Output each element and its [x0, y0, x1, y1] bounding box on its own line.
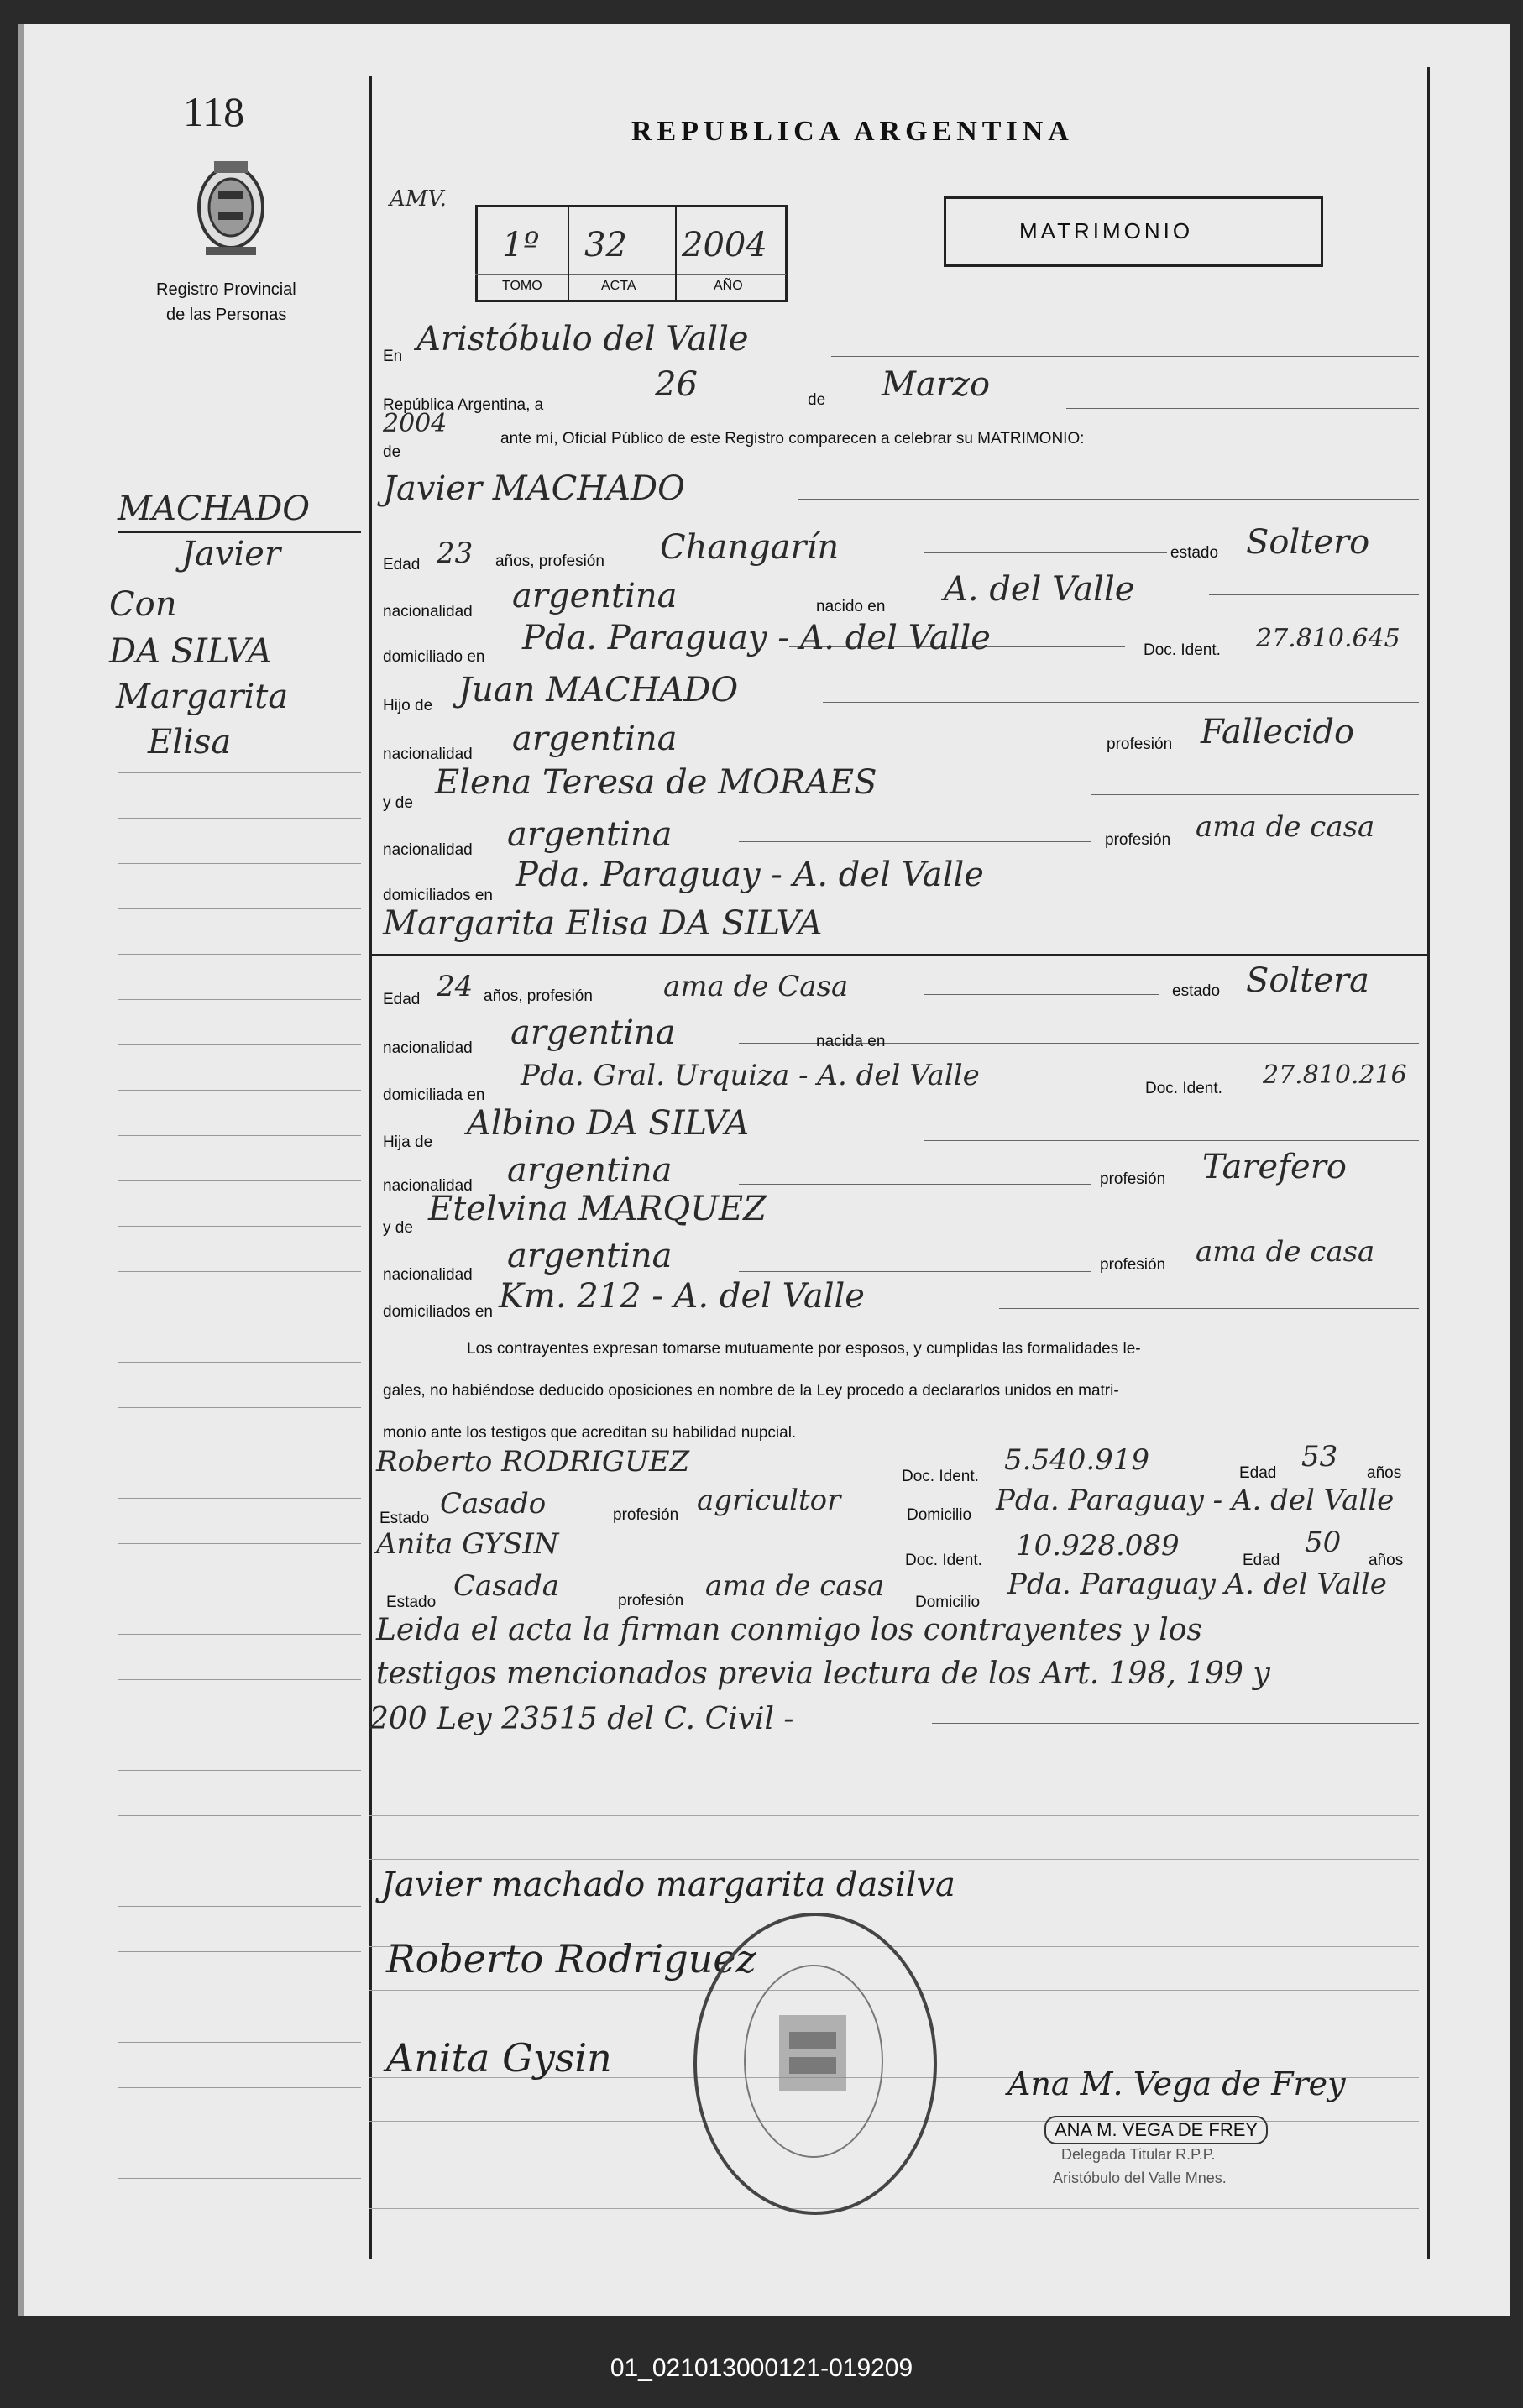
bride-nationality: argentina	[510, 1013, 676, 1052]
groom-nationality: argentina	[512, 577, 678, 615]
groom-mother-nac-label: nacionalidad	[383, 841, 473, 859]
ano-value: 2004	[682, 226, 767, 264]
fill-rule-line	[831, 356, 1419, 357]
bride-father-nac-label: nacionalidad	[383, 1177, 473, 1195]
witness2-anos-label: años	[1369, 1552, 1404, 1569]
fill-rule-line	[924, 1140, 1419, 1141]
tomo-value: 1º	[502, 226, 540, 264]
margin-rule-line	[118, 2042, 361, 2043]
margin-name-rule	[118, 531, 361, 533]
witness2-doc: 10.928.089	[1016, 1529, 1180, 1563]
bride-nacida-label: nacida en	[816, 1033, 886, 1050]
bride-age: 24	[437, 970, 474, 1003]
witness2-edad-label: Edad	[1243, 1552, 1280, 1569]
witness2-age: 50	[1305, 1526, 1342, 1559]
en-label: En	[383, 348, 403, 365]
witness2-estado-label: Estado	[386, 1594, 437, 1611]
bride-anos-prof-label: años, profesión	[484, 987, 593, 1005]
bride-profession: ama de Casa	[663, 970, 849, 1003]
witness1-prof-label: profesión	[613, 1506, 679, 1524]
witness1-address: Pda. Paraguay - A. del Valle	[996, 1484, 1395, 1517]
bride-prof2-label: profesión	[1100, 1256, 1166, 1274]
margin-rule-line	[118, 863, 361, 864]
margin-rule-line	[118, 1180, 361, 1181]
witness1-doc: 5.540.919	[1004, 1443, 1150, 1477]
margin-rule-line	[118, 1090, 361, 1091]
witness2-prof-label: profesión	[618, 1592, 684, 1610]
groom-father-nationality: argentina	[512, 720, 678, 758]
groom-hijo-label: Hijo de	[383, 697, 433, 715]
groom-edad-label: Edad	[383, 556, 421, 573]
margin-note-line6: Elisa	[148, 723, 232, 762]
groom-father-nac-label: nacionalidad	[383, 746, 473, 763]
right-margin-rule	[1427, 67, 1430, 2259]
republic-label: República Argentina, a	[383, 396, 544, 414]
witness1-age: 53	[1301, 1440, 1338, 1474]
bride-mother-nac-label: nacionalidad	[383, 1266, 473, 1284]
record-number-sep2	[675, 205, 677, 301]
margin-rule-line	[118, 999, 361, 1000]
groom-nacido-label: nacido en	[816, 598, 886, 615]
groom-prof-label: profesión	[1107, 735, 1173, 753]
witness2-doc-label: Doc. Ident.	[905, 1552, 982, 1569]
margin-rule-line	[118, 2087, 361, 2088]
groom-parents-address: Pda. Paraguay - A. del Valle	[516, 856, 984, 894]
declaration-line1: Los contrayentes expresan tomarse mutuamente por esposos, y cumplidas las formalidades le-	[467, 1340, 1141, 1358]
officer-place: Aristóbulo del Valle Mnes.	[1053, 2170, 1227, 2186]
record-number-sep1	[568, 205, 569, 301]
day: 26	[655, 365, 698, 404]
coat-of-arms-icon	[189, 144, 273, 262]
bride-father-profession: Tarefero	[1202, 1148, 1347, 1186]
document-type: MATRIMONIO	[1019, 218, 1194, 243]
fill-rule-line	[739, 1184, 1091, 1185]
fill-rule-line	[739, 841, 1091, 842]
margin-rule-line	[118, 818, 361, 819]
margin-rule-line	[118, 1770, 361, 1771]
country-title: REPUBLICA ARGENTINA	[631, 116, 1074, 147]
groom-profession: Changarín	[660, 528, 840, 567]
fill-rule-line	[798, 499, 1419, 500]
witness2-address: Pda. Paraguay A. del Valle	[1007, 1568, 1387, 1601]
bride-status: Soltera	[1246, 961, 1369, 1000]
groom-prof2-label: profesión	[1105, 831, 1171, 849]
groom-father: Juan MACHADO	[458, 671, 739, 709]
tomo-label: TOMO	[502, 279, 542, 293]
page-number: 118	[183, 88, 245, 135]
acta-label: ACTA	[601, 279, 636, 293]
margin-rule-line	[118, 1543, 361, 1544]
bride-doms-label: domiciliados en	[383, 1303, 493, 1321]
witness1-dom-label: Domicilio	[907, 1506, 972, 1524]
margin-rule-line	[118, 1226, 361, 1227]
witness2-profession: ama de casa	[705, 1569, 885, 1603]
acta-value: 32	[584, 226, 627, 264]
record-number-divider	[475, 274, 786, 275]
bride-parents-address: Km. 212 - A. del Valle	[499, 1277, 865, 1316]
declaration-line2: gales, no habiéndose deducido oposiciones en nombre de la Ley procedo a declararlos unidos en matri-	[383, 1382, 1119, 1400]
initials: AMV.	[390, 186, 447, 212]
bride-mother-nationality: argentina	[507, 1237, 673, 1275]
margin-rule-line	[118, 772, 361, 773]
groom-father-profession: Fallecido	[1201, 713, 1355, 751]
bride-father-nationality: argentina	[507, 1151, 673, 1190]
declaration-line3: monio ante los testigos que acreditan su habilidad nupcial.	[383, 1424, 797, 1442]
witness2-name: Anita GYSIN	[376, 1527, 559, 1561]
margin-rule-line	[118, 1906, 361, 1907]
fill-rule-line	[739, 1271, 1091, 1272]
couple-signature: Javier machado margarita dasilva	[381, 1866, 955, 1904]
bride-yde-label: y de	[383, 1219, 413, 1237]
witness1-profession: agricultor	[697, 1484, 841, 1517]
de-label: de	[808, 391, 826, 409]
witness2-dom-label: Domicilio	[915, 1594, 981, 1611]
groom-yde-label: y de	[383, 794, 413, 812]
margin-note-line2: Javier	[181, 535, 281, 573]
month: Marzo	[882, 365, 991, 404]
fill-rule-line	[1091, 794, 1419, 795]
fill-rule-line	[940, 1043, 1419, 1044]
witness2-signature: Anita Gysin	[386, 2035, 612, 2081]
margin-rule-line	[118, 1951, 361, 1952]
groom-birthplace: A. del Valle	[944, 570, 1135, 609]
margin-note-line3: Con	[109, 585, 177, 624]
groom-doc: 27.810.645	[1256, 624, 1400, 653]
bride-mother-profession: ama de casa	[1196, 1235, 1375, 1269]
groom-dom-label: domiciliado en	[383, 648, 485, 666]
fill-rule-line	[823, 702, 1419, 703]
margin-rule-line	[118, 1815, 361, 1816]
margin-rule-line	[118, 1135, 361, 1136]
groom-anos-prof-label: años, profesión	[495, 552, 604, 570]
bride-separator-rule	[369, 954, 1427, 956]
margin-rule-line	[118, 1634, 361, 1635]
groom-doc-label: Doc. Ident.	[1144, 641, 1221, 659]
left-margin-rule	[369, 76, 372, 2259]
witness2-status: Casada	[453, 1569, 560, 1603]
closing-line1: Leida el acta la firman conmigo los contrayentes y los	[376, 1613, 1202, 1647]
fill-rule-line	[924, 552, 1167, 553]
margin-note-line5: Margarita	[116, 678, 289, 716]
witness1-doc-label: Doc. Ident.	[902, 1468, 979, 1485]
witness1-estado-label: Estado	[379, 1510, 430, 1527]
closing-line2: testigos mencionados previa lectura de los Art. 198, 199 y	[376, 1657, 1270, 1691]
witness1-name: Roberto RODRIGUEZ	[376, 1445, 690, 1479]
groom-address: Pda. Paraguay - A. del Valle	[522, 619, 991, 657]
margin-rule-line	[118, 908, 361, 909]
groom-age: 23	[437, 537, 474, 570]
closing-line3: 200 Ley 23515 del C. Civil -	[369, 1702, 794, 1736]
margin-rule-line	[118, 1498, 361, 1499]
groom-estado-label: estado	[1170, 544, 1219, 562]
witness1-anos-label: años	[1367, 1464, 1402, 1482]
witness1-edad-label: Edad	[1239, 1464, 1277, 1482]
margin-rule-line	[118, 1362, 361, 1363]
body-rule-line	[369, 1859, 1419, 1860]
city: Aristóbulo del Valle	[416, 320, 749, 359]
margin-note-line1: MACHADO	[118, 489, 311, 528]
fill-rule-line	[924, 994, 1159, 995]
officer-title: Delegada Titular R.P.P.	[1061, 2146, 1216, 2163]
body-rule-line	[369, 1815, 1419, 1816]
fill-rule-line	[1066, 408, 1419, 409]
groom-name: Javier MACHADO	[383, 469, 685, 508]
margin-note-line4: DA SILVA	[109, 632, 272, 671]
intro-text: ante mí, Oficial Público de este Registro comparecen a celebrar su MATRIMONIO:	[500, 430, 1085, 448]
margin-rule-line	[118, 954, 361, 955]
bride-hija-label: Hija de	[383, 1133, 433, 1151]
bride-name: Margarita Elisa DA SILVA	[383, 904, 823, 943]
bride-prof-label: profesión	[1100, 1170, 1166, 1188]
margin-rule-line	[118, 1044, 361, 1045]
fill-rule-line	[999, 1308, 1419, 1309]
groom-mother-nationality: argentina	[507, 815, 673, 854]
bride-address: Pda. Gral. Urquiza - A. del Valle	[521, 1059, 980, 1092]
groom-doms-label: domiciliados en	[383, 887, 493, 904]
registry-line1: Registro Provincial	[156, 280, 296, 299]
body-rule-line	[369, 2208, 1419, 2209]
bride-mother: Etelvina MARQUEZ	[428, 1190, 767, 1228]
de2-label: de	[383, 443, 401, 461]
bride-doc-label: Doc. Ident.	[1145, 1080, 1222, 1097]
groom-nac-label: nacionalidad	[383, 603, 473, 620]
witness1-signature: Roberto Rodriguez	[386, 1936, 756, 1981]
groom-status: Soltero	[1246, 523, 1370, 562]
officer-stamp-name: ANA M. VEGA DE FREY	[1044, 2116, 1268, 2144]
fill-rule-line	[1209, 594, 1419, 595]
bride-doc: 27.810.216	[1263, 1060, 1407, 1090]
bride-dom-label: domiciliada en	[383, 1086, 485, 1104]
witness1-status: Casado	[440, 1487, 547, 1521]
margin-rule-line	[118, 1679, 361, 1680]
margin-rule-line	[118, 1407, 361, 1408]
bride-father: Albino DA SILVA	[467, 1104, 750, 1143]
year: 2004	[383, 409, 447, 438]
ano-label: AÑO	[714, 279, 743, 293]
officer-signature: Ana M. Vega de Frey	[1007, 2065, 1346, 2102]
bride-edad-label: Edad	[383, 991, 421, 1008]
seal-emblem-icon	[772, 1998, 853, 2107]
registry-line2: de las Personas	[166, 306, 287, 324]
groom-mother-profession: ama de casa	[1196, 810, 1375, 844]
margin-rule-line	[118, 1271, 361, 1272]
groom-mother: Elena Teresa de MORAES	[435, 763, 877, 802]
margin-rule-line	[118, 2178, 361, 2179]
bride-nac-label: nacionalidad	[383, 1039, 473, 1057]
fill-rule-line	[932, 1723, 1419, 1724]
bride-estado-label: estado	[1172, 982, 1221, 1000]
footer-code: 01_021013000121-019209	[610, 2354, 913, 2382]
